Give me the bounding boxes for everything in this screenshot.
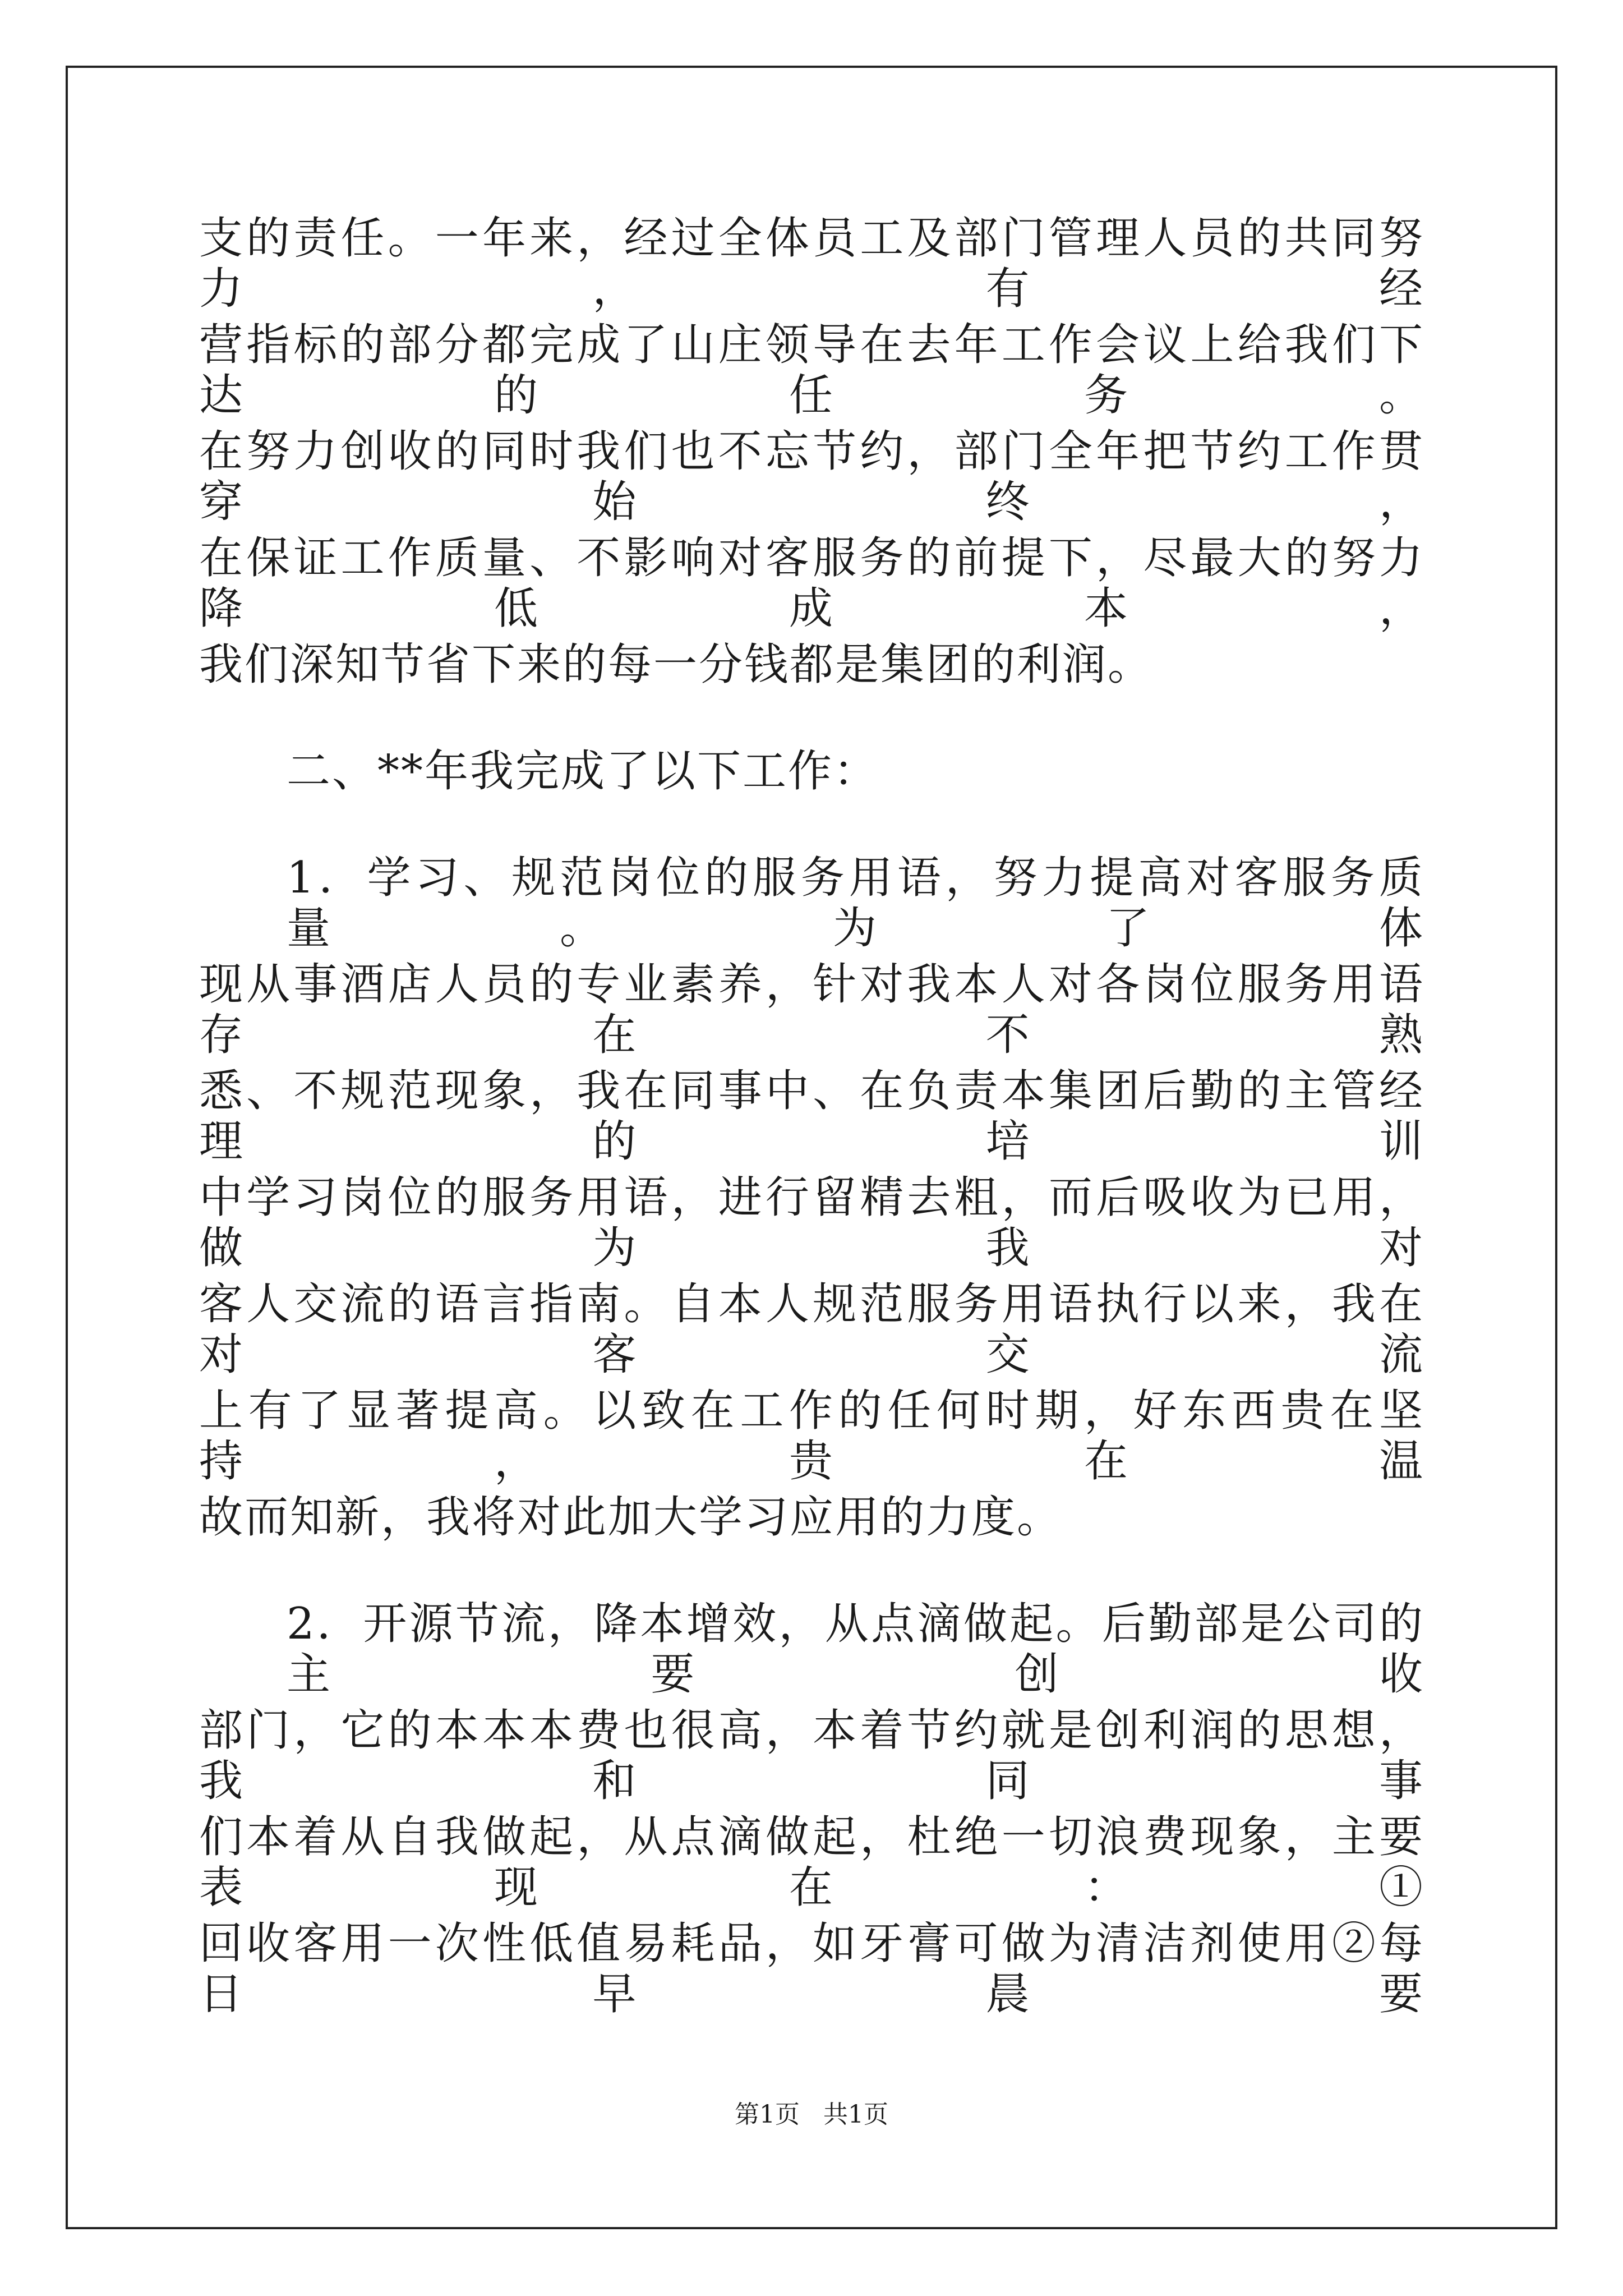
text-line: 们本着从自我做起，从点滴做起，杜绝一切浪费现象，主要表现在：① [199,1812,1424,1913]
text-line: 中学习岗位的服务用语，进行留精去粗，而后吸收为已用，做为我对 [199,1172,1424,1273]
text-line: 营指标的部分都完成了山庄领导在去年工作会议上给我们下达的任务。 [199,320,1424,421]
text-line: 上有了显著提高。以致在工作的任何时期，好东西贵在坚持，贵在温 [199,1386,1424,1487]
page-number: 第1页 共1页 [735,2100,888,2129]
text-line: 部门，它的本本本费也很高，本着节约就是创利润的思想，我和同事 [199,1705,1424,1806]
text-line: 我们深知节省下来的每一分钱都是集团的利润。 [199,639,1154,690]
text-line: 1．学习、规范岗位的服务用语，努力提高对客服务质量。为了体 [287,853,1424,954]
section-heading: 二、**年我完成了以下工作： [287,746,879,797]
text-line: 在努力创收的同时我们也不忘节约，部门全年把节约工作贯穿始终， [199,426,1424,527]
text-line: 悉、不规范现象，我在同事中、在负责本集团后勤的主管经理的培训 [199,1066,1424,1167]
text-line: 客人交流的语言指南。自本人规范服务用语执行以来，我在对客交流 [199,1279,1424,1380]
text-line: 故而知新，我将对此加大学习应用的力度。 [199,1492,1063,1543]
text-line: 回收客用一次性低值易耗品，如牙膏可做为清洁剂使用②每日早晨要 [199,1918,1424,2019]
text-line: 现从事酒店人员的专业素养，针对我本人对各岗位服务用语存在不熟 [199,959,1424,1060]
text-line: 在保证工作质量、不影响对客服务的前提下，尽最大的努力降低成本， [199,533,1424,634]
text-line: 支的责任。一年来，经过全体员工及部门管理人员的共同努力，有经 [199,213,1424,314]
text-line: 2．开源节流，降本增效，从点滴做起。后勤部是公司的主要创收 [287,1599,1424,1700]
document-body [199,213,1424,2025]
